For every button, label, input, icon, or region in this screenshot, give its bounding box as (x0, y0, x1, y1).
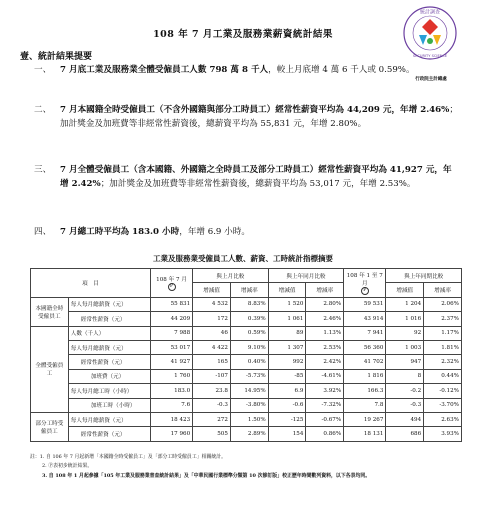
row-label: 人數（千人） (68, 326, 150, 340)
svg-text:SECURITY SCIENCE: SECURITY SCIENCE (412, 54, 448, 58)
table-body (31, 297, 462, 441)
table-cell: 9.10% (230, 340, 268, 354)
table-cell: 92 (386, 326, 424, 340)
table-row (31, 384, 462, 398)
summary-item-4 (20, 226, 460, 240)
table-cell: -0.3 (193, 398, 231, 412)
table-cell: -125 (268, 412, 306, 426)
table-cell: 18 423 (150, 412, 192, 426)
item-bold-text: 7 月全體受僱員工（含本國籍、外國籍之全時員工及部分工時員工）經常性薪資平均為 41,927 元，年增 2.42% (60, 165, 452, 189)
header-inc-amt: 增減值 (193, 283, 231, 297)
table-cell: 166.3 (344, 384, 386, 398)
item-text: ，較上月底增 4 萬 6 千人或 0.59%。 (268, 65, 415, 75)
table-cell: 505 (193, 427, 231, 441)
item-number: 三、 (34, 165, 52, 175)
table-row (31, 326, 462, 340)
item-number: 二、 (34, 105, 52, 115)
item-text: ；加計獎金及加班費等非經常性薪資後，總薪資平均為 55,831 元，年增 2.80%。 (60, 105, 458, 129)
table-cell: 14.95% (230, 384, 268, 398)
table-cell: 4 532 (193, 297, 231, 311)
logo-caption: 行政院主計總處 (415, 77, 447, 82)
table-cell: 8 (386, 369, 424, 383)
row-label: 加班工時（小時） (68, 398, 150, 412)
header-inc-amt: 增減值 (386, 283, 424, 297)
row-label: 每人每月總薪資（元） (68, 412, 150, 426)
table-cell: 41 702 (344, 355, 386, 369)
table-cell: -85 (268, 369, 306, 383)
table-cell: -0.12% (424, 384, 462, 398)
table-cell: -5.73% (230, 369, 268, 383)
table-cell: -0.2 (386, 384, 424, 398)
table-cell: 154 (268, 427, 306, 441)
table-cell: 2.53% (306, 340, 344, 354)
table-cell: -3.80% (230, 398, 268, 412)
table-cell: -0.6 (268, 398, 306, 412)
preliminary-mark: P (361, 287, 369, 295)
table-cell: 2.37% (424, 312, 462, 326)
table-cell: 2.89% (230, 427, 268, 441)
table-cell: 55 831 (150, 297, 192, 311)
table-cell: 0.86% (306, 427, 344, 441)
table-cell: -0.67% (306, 412, 344, 426)
page-title: 108 年 7 月工業及服務業薪資統計結果 (153, 29, 333, 40)
table-cell: 992 (268, 355, 306, 369)
item-text: ，年增 6.9 小時。 (179, 227, 250, 237)
item-bold-text: 7 月底工業及服務業全體受僱員工人數 798 萬 8 千人 (60, 65, 269, 75)
item-bold-text: 7 月總工時平均為 183.0 小時 (60, 227, 180, 237)
statistics-table (30, 268, 462, 442)
table-cell: 1 204 (386, 297, 424, 311)
table-cell: 8.83% (230, 297, 268, 311)
table-cell: 23.8 (193, 384, 231, 398)
table-cell: 1 061 (268, 312, 306, 326)
table-cell: 4 422 (193, 340, 231, 354)
row-label: 加班費（元） (68, 369, 150, 383)
table-cell: 272 (193, 412, 231, 426)
table-row (31, 355, 462, 369)
table-cell: 56 360 (344, 340, 386, 354)
note-3: 3. 自 108 年 1 月起參據「105 年工業及服務業普查統計結果」及「中華民國行業標準分類第 10 次修訂版」校正歷年時間數列資料，以下各表均同。 (42, 473, 371, 479)
row-label: 每人每月總薪資（元） (68, 297, 150, 311)
table-cell: -0.3 (386, 398, 424, 412)
table-cell: 44 209 (150, 312, 192, 326)
table-cell: 19 267 (344, 412, 386, 426)
item-number: 一、 (34, 65, 52, 75)
table-row (31, 369, 462, 383)
table-cell: 494 (386, 412, 424, 426)
table-row (31, 427, 462, 441)
table-cell: 1 307 (268, 340, 306, 354)
table-row (31, 412, 462, 426)
table-cell: -107 (193, 369, 231, 383)
table-cell: 1 760 (150, 369, 192, 383)
header-vs-last-month: 與上月比較 (193, 269, 269, 283)
table-cell: -3.70% (424, 398, 462, 412)
table-cell: 2.06% (424, 297, 462, 311)
table-cell: 7.8 (344, 398, 386, 412)
table-cell: 1.81% (424, 340, 462, 354)
table-cell: -4.61% (306, 369, 344, 383)
row-label: 每人每月總工時（小時） (68, 384, 150, 398)
table-cell: 17 960 (150, 427, 192, 441)
row-label: 經常性薪資（元） (68, 312, 150, 326)
table-cell: 1.17% (424, 326, 462, 340)
item-number: 四、 (34, 227, 52, 237)
header-inc-rate: 增減率 (424, 283, 462, 297)
svg-text:統計調查: 統計調查 (419, 9, 441, 16)
note-2: 2. Ⓟ表初步統計結果。 (42, 463, 93, 469)
table-cell: 2.46% (306, 312, 344, 326)
table-cell: 3.93% (424, 427, 462, 441)
row-label: 經常性薪資（元） (68, 355, 150, 369)
table-cell: 947 (386, 355, 424, 369)
table-title: 工業及服務業受僱員工人數、薪資、工時統計指標摘要 (153, 254, 333, 263)
table-cell: 7 988 (150, 326, 192, 340)
table-cell: 686 (386, 427, 424, 441)
table-row (31, 297, 462, 311)
table-cell: 7 941 (344, 326, 386, 340)
summary-item-1 (20, 64, 460, 78)
table-cell: 2.80% (306, 297, 344, 311)
table-cell: 0.40% (230, 355, 268, 369)
table-cell: 1.13% (306, 326, 344, 340)
header-jan-jul: 108 年 1 至 7 月 P (344, 269, 386, 298)
header-vs-last-year: 與上年同月比較 (268, 269, 344, 283)
header-inc-rate: 增減率 (230, 283, 268, 297)
header-inc-amt: 增減值 (268, 283, 306, 297)
group-label: 全體受僱員工 (31, 326, 69, 412)
table-cell: 1 816 (344, 369, 386, 383)
group-label: 本國籍全時受僱員工 (31, 297, 69, 326)
header-vs-same-period: 與上年同期比較 (386, 269, 462, 283)
preliminary-mark: P (168, 283, 176, 291)
table-cell: 2.63% (424, 412, 462, 426)
row-label: 每人每月總薪資（元） (68, 340, 150, 354)
table-cell: 0.44% (424, 369, 462, 383)
item-text: ；加計獎金及加班費等非經常性薪資後，總薪資平均為 53,017 元，年增 2.53%。 (100, 178, 416, 189)
group-label: 部分工時受僱員工 (31, 412, 69, 441)
table-cell: 2.42% (306, 355, 344, 369)
table-cell: 172 (193, 312, 231, 326)
table-cell: 2.32% (424, 355, 462, 369)
dgbas-logo (402, 5, 458, 61)
table-cell: 7.6 (150, 398, 192, 412)
table-row (31, 312, 462, 326)
table-cell: 1 520 (268, 297, 306, 311)
table-cell: 1.50% (230, 412, 268, 426)
table-cell: 59 531 (344, 297, 386, 311)
note-1: 註：1. 自 106 年 7 月起新增「本國籍全時受僱員工」及「部分工時受僱員工」相關統計。 (30, 454, 227, 460)
header-jul: 108 年 7 月 P (150, 269, 192, 298)
table-cell: 41 927 (150, 355, 192, 369)
table-cell: 0.59% (230, 326, 268, 340)
table-cell: 165 (193, 355, 231, 369)
header-item: 項 目 (31, 269, 151, 298)
table-cell: 0.39% (230, 312, 268, 326)
row-label: 經常性薪資（元） (68, 427, 150, 441)
table-cell: 18 131 (344, 427, 386, 441)
table-cell: 3.92% (306, 384, 344, 398)
table-cell: 6.9 (268, 384, 306, 398)
table-cell: 89 (268, 326, 306, 340)
table-row (31, 398, 462, 412)
header-inc-rate: 增減率 (306, 283, 344, 297)
item-bold-text: 7 月本國籍全時受僱員工（不含外國籍與部分工時員工）經常性薪資平均為 44,209 元，年增 2.46% (60, 105, 450, 115)
table-cell: 43 914 (344, 312, 386, 326)
summary-item-2 (20, 104, 460, 131)
table-cell: -7.32% (306, 398, 344, 412)
table-cell: 46 (193, 326, 231, 340)
section-heading: 壹、統計結果提要 (20, 52, 93, 62)
table-cell: 1 016 (386, 312, 424, 326)
table-cell: 183.0 (150, 384, 192, 398)
table-cell: 53 017 (150, 340, 192, 354)
table-cell: 1 003 (386, 340, 424, 354)
summary-item-3 (20, 164, 460, 191)
table-row (31, 340, 462, 354)
